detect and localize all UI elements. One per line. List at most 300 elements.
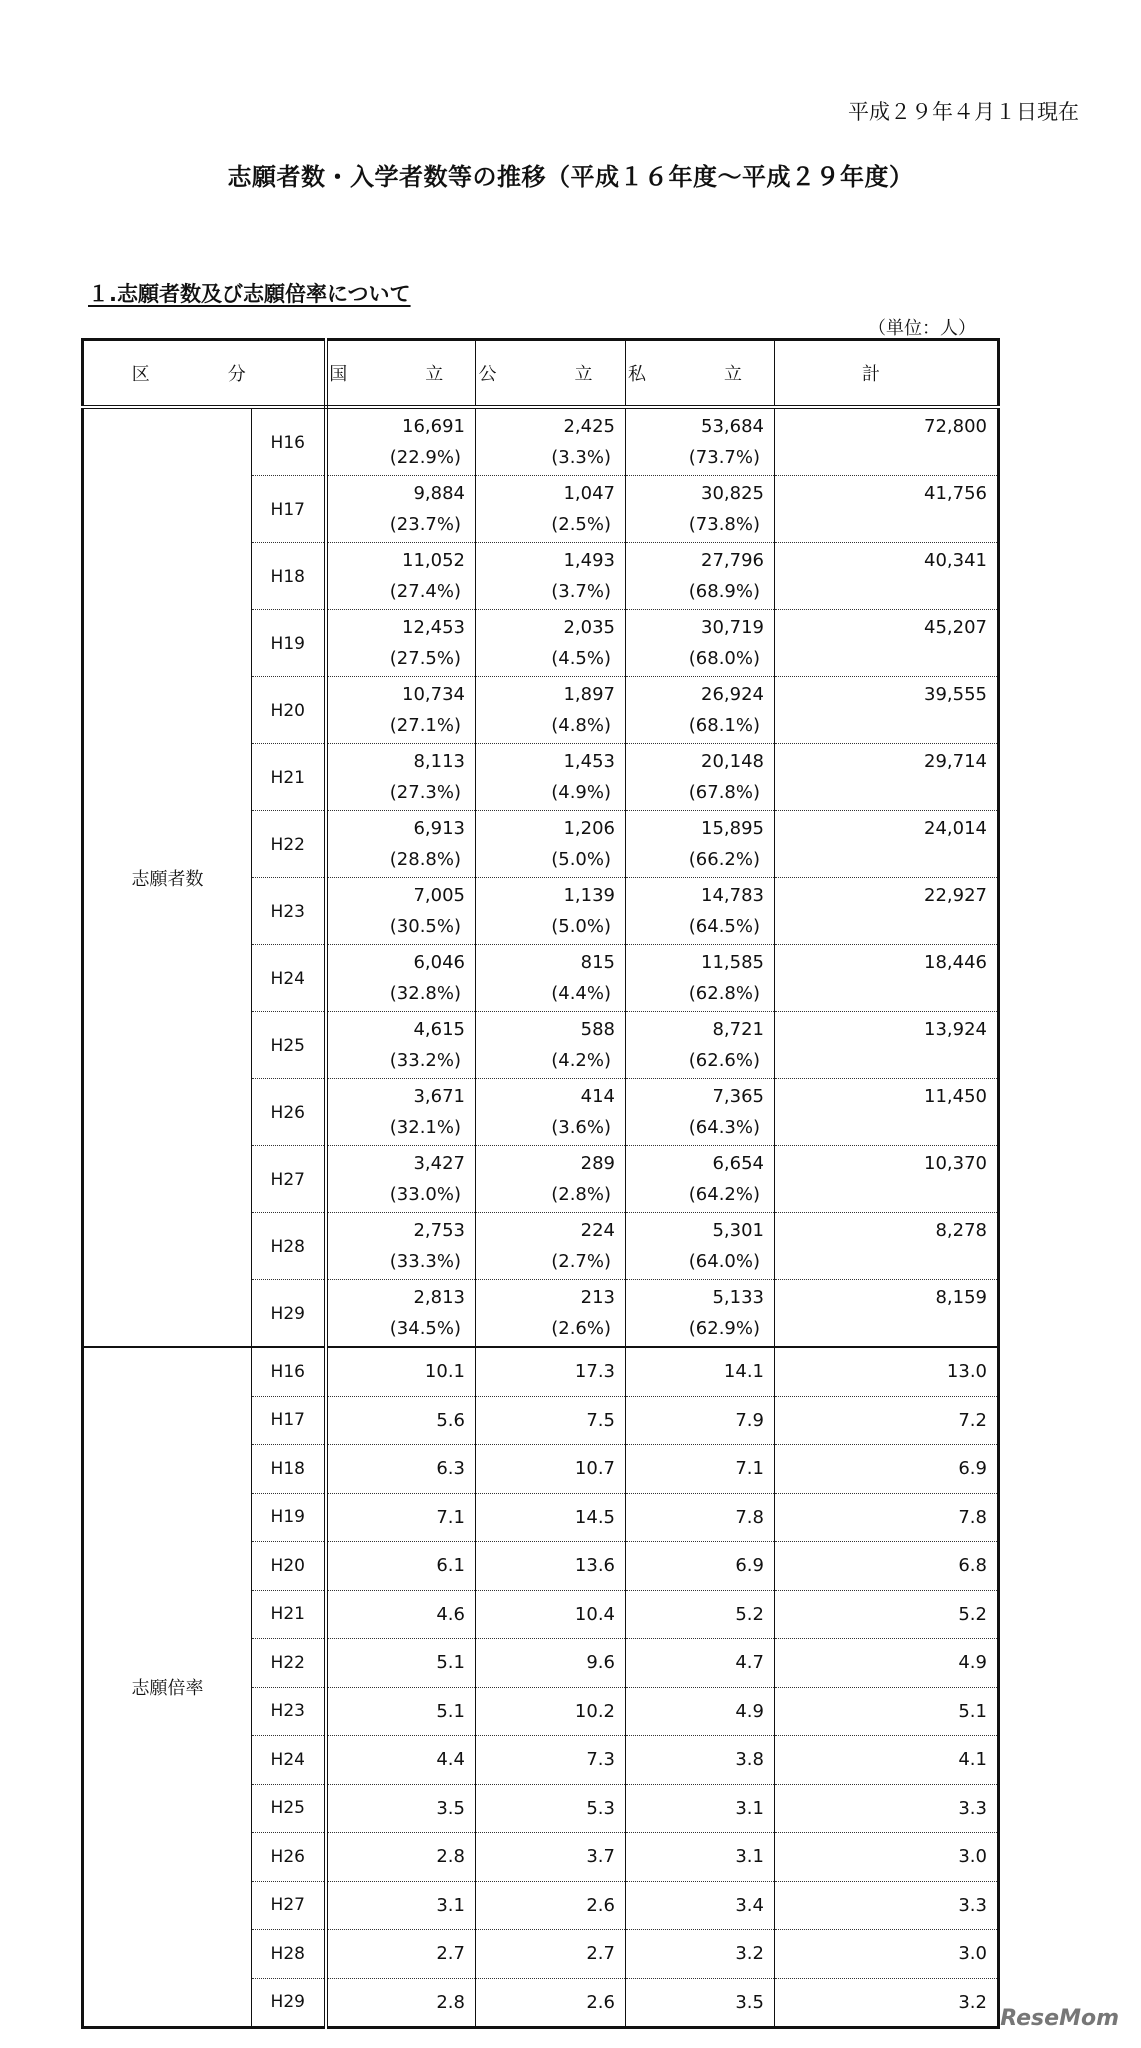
national-cell <box>326 945 476 1012</box>
total-cell <box>775 1347 999 1396</box>
national-cell <box>326 1493 476 1542</box>
public-share: (4.5%) <box>551 648 611 669</box>
national-share: (32.8%) <box>389 983 461 1004</box>
total-value: 6.8 <box>958 1555 987 1577</box>
total-value: 5.2 <box>958 1603 987 1625</box>
national-share: (27.3%) <box>389 782 461 803</box>
private-share: (64.2%) <box>688 1184 760 1205</box>
table-row <box>83 407 999 476</box>
private-share: (67.8%) <box>688 782 760 803</box>
total-cell <box>775 476 999 543</box>
year-cell: H26 <box>252 1833 326 1882</box>
national-value: 5.6 <box>436 1409 465 1431</box>
public-cell <box>476 1590 626 1639</box>
national-cell <box>326 1833 476 1882</box>
private-value: 3.2 <box>735 1943 764 1965</box>
public-value: 414 <box>580 1086 615 1107</box>
public-value: 2,035 <box>563 617 615 638</box>
year-cell: H27 <box>252 1881 326 1930</box>
national-value: 6.1 <box>436 1555 465 1577</box>
year-cell: H16 <box>252 407 326 476</box>
private-cell <box>626 1542 775 1591</box>
private-cell <box>626 1213 775 1280</box>
total-cell <box>775 1736 999 1785</box>
national-value: 3,427 <box>413 1153 465 1174</box>
private-value: 30,825 <box>701 483 764 504</box>
national-share: (27.5%) <box>389 648 461 669</box>
private-share: (62.6%) <box>688 1050 760 1071</box>
public-cell <box>476 407 626 476</box>
private-value: 14.1 <box>723 1361 764 1383</box>
year-cell: H26 <box>252 1079 326 1146</box>
public-value: 17.3 <box>574 1361 615 1383</box>
total-cell <box>775 1396 999 1445</box>
year-cell: H23 <box>252 1687 326 1736</box>
private-value: 7,365 <box>712 1086 764 1107</box>
national-cell <box>326 1347 476 1396</box>
public-cell <box>476 744 626 811</box>
public-cell <box>476 1012 626 1079</box>
total-value: 39,555 <box>924 684 987 705</box>
public-value: 1,453 <box>563 751 615 772</box>
public-value: 1,493 <box>563 550 615 571</box>
total-cell <box>775 1784 999 1833</box>
national-value: 6.3 <box>436 1458 465 1480</box>
year-cell: H17 <box>252 476 326 543</box>
public-cell <box>476 1736 626 1785</box>
total-value: 8,159 <box>935 1287 987 1308</box>
ratio-group-label: 志願倍率 <box>83 1347 252 2028</box>
year-cell: H27 <box>252 1146 326 1213</box>
public-value: 14.5 <box>574 1506 615 1528</box>
year-cell: H28 <box>252 1213 326 1280</box>
private-cell <box>626 744 775 811</box>
national-cell <box>326 1280 476 1348</box>
private-value: 8,721 <box>712 1019 764 1040</box>
national-value: 3.1 <box>436 1894 465 1916</box>
private-value: 7.9 <box>735 1409 764 1431</box>
private-cell <box>626 1012 775 1079</box>
public-share: (4.9%) <box>551 782 611 803</box>
public-cell <box>476 1347 626 1396</box>
year-cell: H22 <box>252 811 326 878</box>
national-cell <box>326 610 476 677</box>
national-value: 16,691 <box>402 416 465 437</box>
private-value: 30,719 <box>701 617 764 638</box>
public-cell <box>476 1079 626 1146</box>
public-cell <box>476 1493 626 1542</box>
private-value: 7.1 <box>735 1458 764 1480</box>
total-value: 18,446 <box>924 952 987 973</box>
private-value: 7.8 <box>735 1506 764 1528</box>
national-share: (27.4%) <box>389 581 461 602</box>
watermark-logo: ReseMom <box>1000 2006 1119 2031</box>
private-share: (73.7%) <box>688 447 760 468</box>
year-cell: H21 <box>252 1590 326 1639</box>
national-share: (33.0%) <box>389 1184 461 1205</box>
total-value: 3.3 <box>958 1894 987 1916</box>
private-cell <box>626 1347 775 1396</box>
public-cell <box>476 1833 626 1882</box>
year-cell: H28 <box>252 1930 326 1979</box>
national-cell <box>326 543 476 610</box>
total-cell <box>775 878 999 945</box>
private-cell <box>626 610 775 677</box>
total-value: 29,714 <box>924 751 987 772</box>
private-value: 3.1 <box>735 1846 764 1868</box>
total-value: 10,370 <box>924 1153 987 1174</box>
national-cell <box>326 1213 476 1280</box>
total-cell <box>775 1833 999 1882</box>
year-cell: H17 <box>252 1396 326 1445</box>
total-cell <box>775 1542 999 1591</box>
public-value: 815 <box>580 952 615 973</box>
private-value: 6,654 <box>712 1153 764 1174</box>
public-share: (2.6%) <box>551 1318 611 1339</box>
national-value: 2.7 <box>436 1943 465 1965</box>
public-cell <box>476 1542 626 1591</box>
national-value: 10,734 <box>402 684 465 705</box>
header-total: 計 <box>775 340 999 408</box>
total-cell <box>775 677 999 744</box>
private-value: 5,133 <box>712 1287 764 1308</box>
national-cell <box>326 1687 476 1736</box>
year-cell: H24 <box>252 945 326 1012</box>
national-cell <box>326 476 476 543</box>
public-share: (5.0%) <box>551 916 611 937</box>
public-share: (3.3%) <box>551 447 611 468</box>
total-cell <box>775 1012 999 1079</box>
private-cell <box>626 543 775 610</box>
private-cell <box>626 1079 775 1146</box>
public-cell <box>476 1445 626 1494</box>
national-cell <box>326 407 476 476</box>
private-value: 3.8 <box>735 1749 764 1771</box>
public-cell <box>476 1881 626 1930</box>
national-share: (33.3%) <box>389 1251 461 1272</box>
year-cell: H24 <box>252 1736 326 1785</box>
private-value: 14,783 <box>701 885 764 906</box>
as-of-date: 平成２９年４月１日現在 <box>848 100 1079 124</box>
private-value: 15,895 <box>701 818 764 839</box>
public-value: 224 <box>580 1220 615 1241</box>
total-cell <box>775 744 999 811</box>
national-cell <box>326 677 476 744</box>
national-share: (33.2%) <box>389 1050 461 1071</box>
total-value: 24,014 <box>924 818 987 839</box>
year-cell: H25 <box>252 1784 326 1833</box>
national-value: 3,671 <box>413 1086 465 1107</box>
year-cell: H23 <box>252 878 326 945</box>
total-cell <box>775 1280 999 1348</box>
total-cell <box>775 1590 999 1639</box>
national-cell <box>326 878 476 945</box>
header-private: 私 立 <box>626 340 775 408</box>
total-value: 5.1 <box>958 1700 987 1722</box>
total-cell <box>775 1445 999 1494</box>
total-value: 4.1 <box>958 1749 987 1771</box>
national-value: 7,005 <box>413 885 465 906</box>
private-share: (68.0%) <box>688 648 760 669</box>
public-cell <box>476 1146 626 1213</box>
private-share: (64.0%) <box>688 1251 760 1272</box>
public-value: 5.3 <box>586 1797 615 1819</box>
private-share: (66.2%) <box>688 849 760 870</box>
private-cell <box>626 1590 775 1639</box>
national-cell <box>326 1146 476 1213</box>
private-share: (68.9%) <box>688 581 760 602</box>
public-share: (5.0%) <box>551 849 611 870</box>
year-cell: H21 <box>252 744 326 811</box>
private-cell <box>626 1736 775 1785</box>
public-value: 2.6 <box>586 1991 615 2013</box>
total-cell <box>775 811 999 878</box>
private-cell <box>626 1280 775 1348</box>
national-cell <box>326 1396 476 1445</box>
public-share: (4.8%) <box>551 715 611 736</box>
total-value: 8,278 <box>935 1220 987 1241</box>
national-share: (27.1%) <box>389 715 461 736</box>
total-value: 40,341 <box>924 550 987 571</box>
total-cell <box>775 1930 999 1979</box>
public-cell <box>476 543 626 610</box>
section-heading: １.志願者数及び志願倍率について <box>88 282 411 306</box>
national-value: 2.8 <box>436 1991 465 2013</box>
national-cell <box>326 744 476 811</box>
national-value: 4,615 <box>413 1019 465 1040</box>
private-cell <box>626 945 775 1012</box>
total-cell <box>775 1493 999 1542</box>
private-cell <box>626 1445 775 1494</box>
national-cell <box>326 811 476 878</box>
total-cell <box>775 1881 999 1930</box>
private-cell <box>626 1833 775 1882</box>
private-value: 26,924 <box>701 684 764 705</box>
national-share: (28.8%) <box>389 849 461 870</box>
private-value: 53,684 <box>701 416 764 437</box>
total-cell <box>775 945 999 1012</box>
total-cell <box>775 1978 999 2028</box>
public-cell <box>476 1687 626 1736</box>
national-value: 5.1 <box>436 1652 465 1674</box>
national-value: 6,046 <box>413 952 465 973</box>
private-cell <box>626 1493 775 1542</box>
national-value: 12,453 <box>402 617 465 638</box>
total-value: 3.0 <box>958 1846 987 1868</box>
page-title: 志願者数・入学者数等の推移（平成１６年度～平成２９年度） <box>227 163 914 191</box>
public-cell <box>476 945 626 1012</box>
private-cell <box>626 1881 775 1930</box>
total-cell <box>775 407 999 476</box>
national-share: (22.9%) <box>389 447 461 468</box>
national-value: 10.1 <box>424 1361 465 1383</box>
national-cell <box>326 1930 476 1979</box>
year-cell: H18 <box>252 1445 326 1494</box>
public-cell <box>476 1213 626 1280</box>
national-cell <box>326 1639 476 1688</box>
public-value: 289 <box>580 1153 615 1174</box>
private-value: 3.1 <box>735 1797 764 1819</box>
public-cell <box>476 1978 626 2028</box>
year-cell: H18 <box>252 543 326 610</box>
national-cell <box>326 1784 476 1833</box>
private-value: 5,301 <box>712 1220 764 1241</box>
private-value: 5.2 <box>735 1603 764 1625</box>
year-cell: H16 <box>252 1347 326 1396</box>
year-cell: H19 <box>252 610 326 677</box>
private-share: (73.8%) <box>688 514 760 535</box>
total-value: 3.3 <box>958 1797 987 1819</box>
private-value: 11,585 <box>701 952 764 973</box>
table-row <box>83 1347 999 1396</box>
total-value: 11,450 <box>924 1086 987 1107</box>
public-share: (4.2%) <box>551 1050 611 1071</box>
private-cell <box>626 407 775 476</box>
year-cell: H20 <box>252 1542 326 1591</box>
year-cell: H19 <box>252 1493 326 1542</box>
year-cell: H29 <box>252 1280 326 1348</box>
private-share: (68.1%) <box>688 715 760 736</box>
national-value: 5.1 <box>436 1700 465 1722</box>
national-share: (32.1%) <box>389 1117 461 1138</box>
national-cell <box>326 1978 476 2028</box>
total-value: 13,924 <box>924 1019 987 1040</box>
private-cell <box>626 1784 775 1833</box>
national-value: 4.4 <box>436 1749 465 1771</box>
national-value: 9,884 <box>413 483 465 504</box>
national-value: 8,113 <box>413 751 465 772</box>
public-share: (2.5%) <box>551 514 611 535</box>
national-share: (23.7%) <box>389 514 461 535</box>
national-cell <box>326 1542 476 1591</box>
public-cell <box>476 811 626 878</box>
public-value: 9.6 <box>586 1652 615 1674</box>
total-value: 7.8 <box>958 1506 987 1528</box>
national-value: 2,753 <box>413 1220 465 1241</box>
header-row <box>83 340 999 408</box>
national-cell <box>326 1012 476 1079</box>
total-cell <box>775 1687 999 1736</box>
public-value: 1,047 <box>563 483 615 504</box>
private-value: 6.9 <box>735 1555 764 1577</box>
public-value: 13.6 <box>574 1555 615 1577</box>
total-value: 3.0 <box>958 1943 987 1965</box>
private-cell <box>626 1146 775 1213</box>
public-cell <box>476 1639 626 1688</box>
national-value: 11,052 <box>402 550 465 571</box>
private-cell <box>626 1639 775 1688</box>
private-cell <box>626 476 775 543</box>
private-cell <box>626 1396 775 1445</box>
public-share: (4.4%) <box>551 983 611 1004</box>
private-value: 4.7 <box>735 1652 764 1674</box>
public-cell <box>476 1280 626 1348</box>
header-public: 公 立 <box>476 340 626 408</box>
public-value: 3.7 <box>586 1846 615 1868</box>
private-cell <box>626 811 775 878</box>
national-cell <box>326 1590 476 1639</box>
total-value: 4.9 <box>958 1652 987 1674</box>
private-cell <box>626 878 775 945</box>
total-value: 7.2 <box>958 1409 987 1431</box>
public-cell <box>476 878 626 945</box>
public-value: 10.4 <box>574 1603 615 1625</box>
total-value: 72,800 <box>924 416 987 437</box>
public-cell <box>476 476 626 543</box>
private-cell <box>626 1687 775 1736</box>
unit-note: （単位：人） <box>868 318 976 339</box>
public-cell <box>476 1784 626 1833</box>
public-value: 7.3 <box>586 1749 615 1771</box>
national-value: 4.6 <box>436 1603 465 1625</box>
private-value: 3.5 <box>735 1991 764 2013</box>
total-cell <box>775 543 999 610</box>
private-cell <box>626 1978 775 2028</box>
public-cell <box>476 677 626 744</box>
total-cell <box>775 1079 999 1146</box>
private-value: 27,796 <box>701 550 764 571</box>
private-value: 4.9 <box>735 1700 764 1722</box>
total-value: 6.9 <box>958 1458 987 1480</box>
total-cell <box>775 610 999 677</box>
private-cell <box>626 1930 775 1979</box>
national-share: (34.5%) <box>389 1318 461 1339</box>
year-cell: H29 <box>252 1978 326 2028</box>
public-value: 1,897 <box>563 684 615 705</box>
national-cell <box>326 1881 476 1930</box>
private-cell <box>626 677 775 744</box>
public-cell <box>476 1396 626 1445</box>
total-value: 3.2 <box>958 1991 987 2013</box>
total-cell <box>775 1639 999 1688</box>
public-share: (3.7%) <box>551 581 611 602</box>
public-value: 7.5 <box>586 1409 615 1431</box>
public-value: 10.7 <box>574 1458 615 1480</box>
national-value: 6,913 <box>413 818 465 839</box>
total-value: 45,207 <box>924 617 987 638</box>
national-value: 2.8 <box>436 1846 465 1868</box>
public-value: 588 <box>580 1019 615 1040</box>
public-value: 2,425 <box>563 416 615 437</box>
national-cell <box>326 1445 476 1494</box>
public-cell <box>476 1930 626 1979</box>
public-value: 2.7 <box>586 1943 615 1965</box>
total-value: 13.0 <box>946 1361 987 1383</box>
private-share: (64.5%) <box>688 916 760 937</box>
private-value: 20,148 <box>701 751 764 772</box>
public-share: (3.6%) <box>551 1117 611 1138</box>
private-value: 3.4 <box>735 1894 764 1916</box>
header-national: 国 立 <box>326 340 476 408</box>
applicants-table <box>81 338 1000 2029</box>
national-cell <box>326 1079 476 1146</box>
national-value: 7.1 <box>436 1506 465 1528</box>
public-value: 213 <box>580 1287 615 1308</box>
header-category: 区 分 <box>83 340 326 408</box>
total-value: 41,756 <box>924 483 987 504</box>
national-value: 2,813 <box>413 1287 465 1308</box>
private-share: (62.8%) <box>688 983 760 1004</box>
public-cell <box>476 610 626 677</box>
public-value: 2.6 <box>586 1894 615 1916</box>
national-share: (30.5%) <box>389 916 461 937</box>
total-cell <box>775 1213 999 1280</box>
private-share: (64.3%) <box>688 1117 760 1138</box>
public-value: 10.2 <box>574 1700 615 1722</box>
total-value: 22,927 <box>924 885 987 906</box>
public-value: 1,139 <box>563 885 615 906</box>
national-cell <box>326 1736 476 1785</box>
